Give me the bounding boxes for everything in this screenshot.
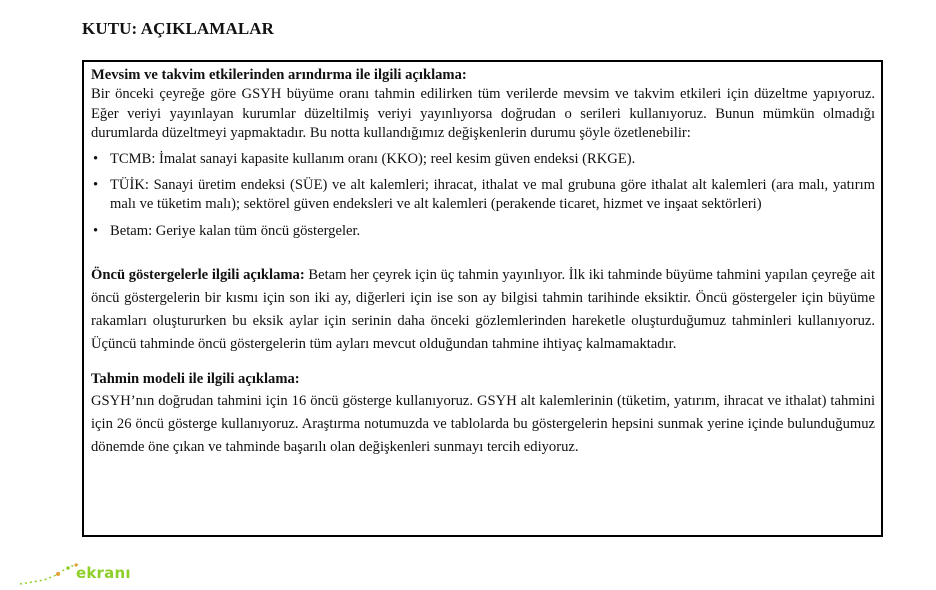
- list-item-text: TÜİK: Sanayi üretim endeksi (SÜE) ve alt kalemleri; ihracat, ithalat ve mal grubuna göre ithalat alt kalemleri (ara malı, yatırım malı ve tüketim malı); sektörel güven endeksleri ve alt kalemleri (perakende ticaret, hizmet ve inşaat sektörleri): [110, 177, 875, 213]
- forecast-model-section: [91, 369, 875, 459]
- logo-text: ekranı: [76, 564, 131, 582]
- seasonal-adjustment-text: Bir önceki çeyreğe göre GSYH büyüme oranı tahmin edilirken tüm verilerde mevsim ve takvim etkileri için düzeltme yapıyoruz. Eğer veriyi yayınlayan kurumlar düzeltilmiş veriyi yayınlıyorsa doğrudan o serileri kullanıyoruz. Bunun mümkün olmadığı durumlarda düzeltmeyi yapmaktadır. Bu notta kullandığımız değişkenlerin durumu şöyle özetlenebilir:: [91, 86, 875, 142]
- seasonal-adjustment-title: Mevsim ve takvim etkilerinden arındırma ile ilgili açıklama:: [91, 67, 467, 83]
- page-title: KUTU: AÇIKLAMALAR: [82, 19, 275, 38]
- forecast-model-text: GSYH’nın doğrudan tahmini için 16 öncü gösterge kullanıyoruz. GSYH alt kalemlerinin (tüketim, yatırım, ihracat ve ithalat) tahmini için 26 öncü gösterge kullanıyoruz. Araştırma notumuzda ve tablolarda bu göstergelerin hepsini sunmak yerine içinde bulunduğumuz dönemde öne çıkan ve tahminde başarılı olan değişkenleri sunmayı tercih ediyoruz.: [91, 393, 875, 456]
- list-item: [91, 222, 875, 241]
- leading-indicators-text: Betam her çeyrek için üç tahmin yayınlıyor. İlk iki tahminde büyüme tahmini yapılan çeyreğe ait öncü göstergelerin bir kısmı için son iki ay, diğerleri için ise son ay bilgisi tahmin tarihinde eksiktir. Öncü göstergeler için büyüme rakamları oluştururken bu eksik aylar için serinin daha önceki gözlemlerinden hareketle oluşturduğumuz tahminleri kullanıyoruz. Üçüncü tahminde öncü göstergelerin tüm ayları mevcut olduğundan tahmine ihtiyaç kalmamaktadır.: [91, 267, 876, 353]
- logo-dots-icon: [14, 560, 84, 588]
- list-item: [91, 176, 875, 215]
- leading-indicators-section: [91, 264, 875, 356]
- bullet-icon: •: [93, 222, 99, 239]
- bullet-icon: •: [93, 177, 99, 194]
- forecast-model-title: Tahmin modeli ile ilgili açıklama:: [91, 371, 300, 388]
- leading-indicators-paragraph: [91, 264, 875, 356]
- seasonal-adjustment-section: [91, 66, 875, 241]
- list-item-text: Betam: Geriye kalan tüm öncü göstergeler.: [110, 222, 361, 239]
- bullet-list: [91, 150, 875, 242]
- leading-indicators-title: Öncü göstergelerle ilgili açıklama:: [91, 267, 305, 284]
- bullet-icon: •: [93, 150, 99, 167]
- list-item: [91, 150, 875, 169]
- explanations-box: [82, 60, 883, 537]
- watermark-logo: [14, 560, 144, 588]
- list-item-text: TCMB: İmalat sanayi kapasite kullanım oranı (KKO); reel kesim güven endeksi (RKGE).: [110, 150, 636, 167]
